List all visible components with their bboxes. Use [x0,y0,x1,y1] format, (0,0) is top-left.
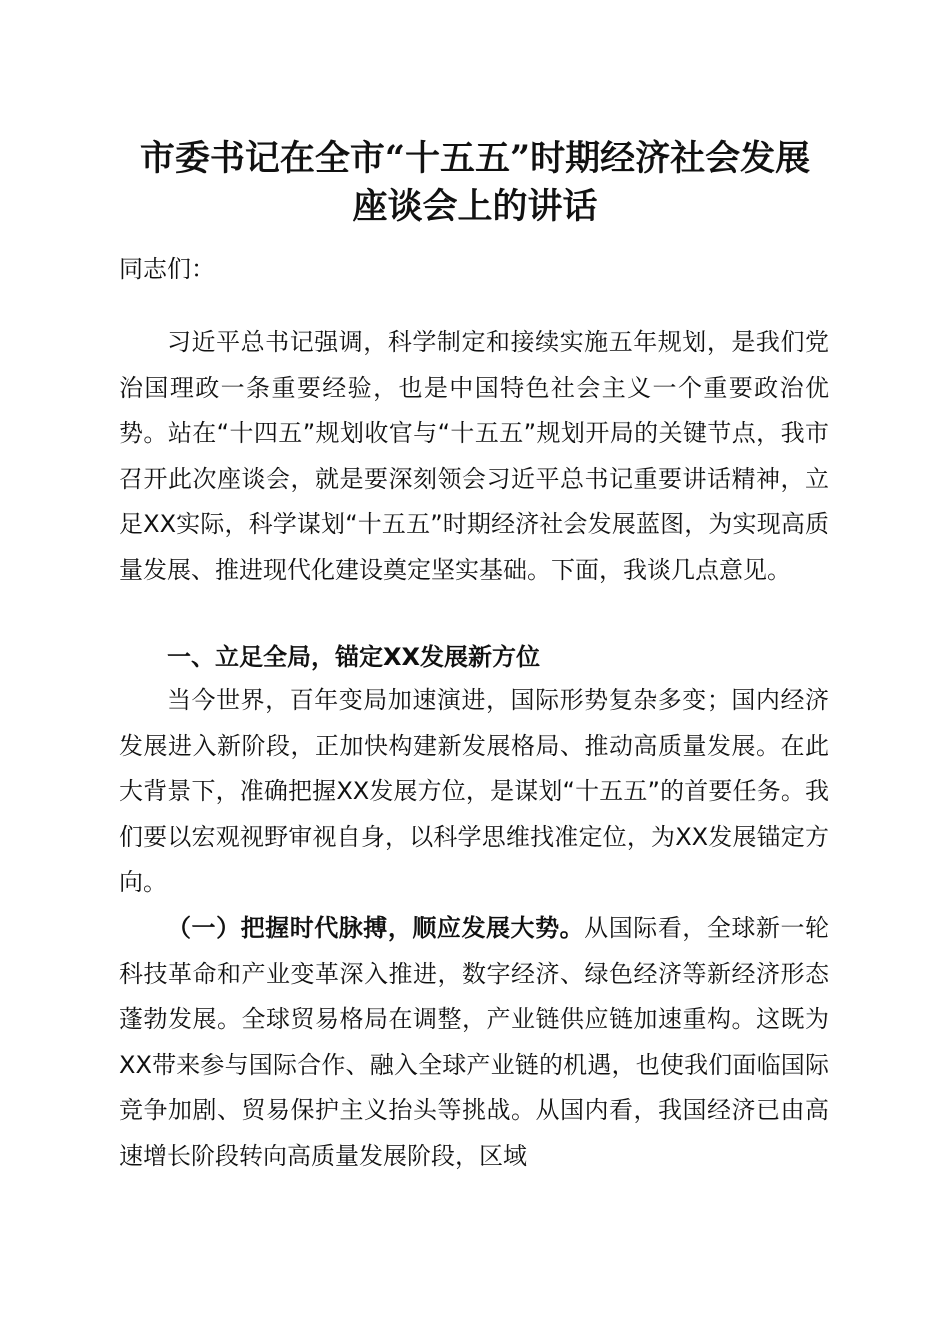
document-title-line-2: 座谈会上的讲话 [352,186,598,227]
paragraph-subsection-1 [119,906,829,1179]
paragraph-intro: 习近平总书记强调，科学制定和接续实施五年规划，是我们党治国理政一条重要经验，也是中国特色社会主义一个重要政治优势。站在“十四五”规划收官与“十五五”规划开局的关键节点，我市召开此次座谈会，就是要深刻领会习近平总书记重要讲话精神，立足XX实际，科学谋划“十五五”时期经济社会发展蓝图，为实现高质量发展、推进现代化建设奠定坚实基础。下面，我谈几点意见。 [119,328,829,584]
subsection-body: 从国际看，全球新一轮科技革命和产业变革深入推进，数字经济、绿色经济等新经济形态蓬勃发展。全球贸易格局在调整，产业链供应链加速重构。这既为XX带来参与国际合作、融入全球产业链的机遇，也使我们面临国际竞争加剧、贸易保护主义抬头等挑战。从国内看，我国经济已由高速增长阶段转向高质量发展阶段，区域 [119,914,830,1170]
paragraph-section-1-intro: 当今世界，百年变局加速演进，国际形势复杂多变；国内经济发展进入新阶段，正加快构建新发展格局、推动高质量发展。在此大背景下，准确把握XX发展方位，是谋划“十五五”的首要任务。我们要以宏观视野审视自身，以科学思维找准定位，为XX发展锚定方向。 [119,686,829,896]
document-title-line-1: 市委书记在全市“十五五”时期经济社会发展 [139,138,811,179]
salutation: 同志们： [119,255,215,283]
section-heading-1: 一、立足全局，锚定XX发展新方位 [167,643,541,671]
subsection-lead: （一）把握时代脉搏，顺应发展大势。 [167,914,585,942]
